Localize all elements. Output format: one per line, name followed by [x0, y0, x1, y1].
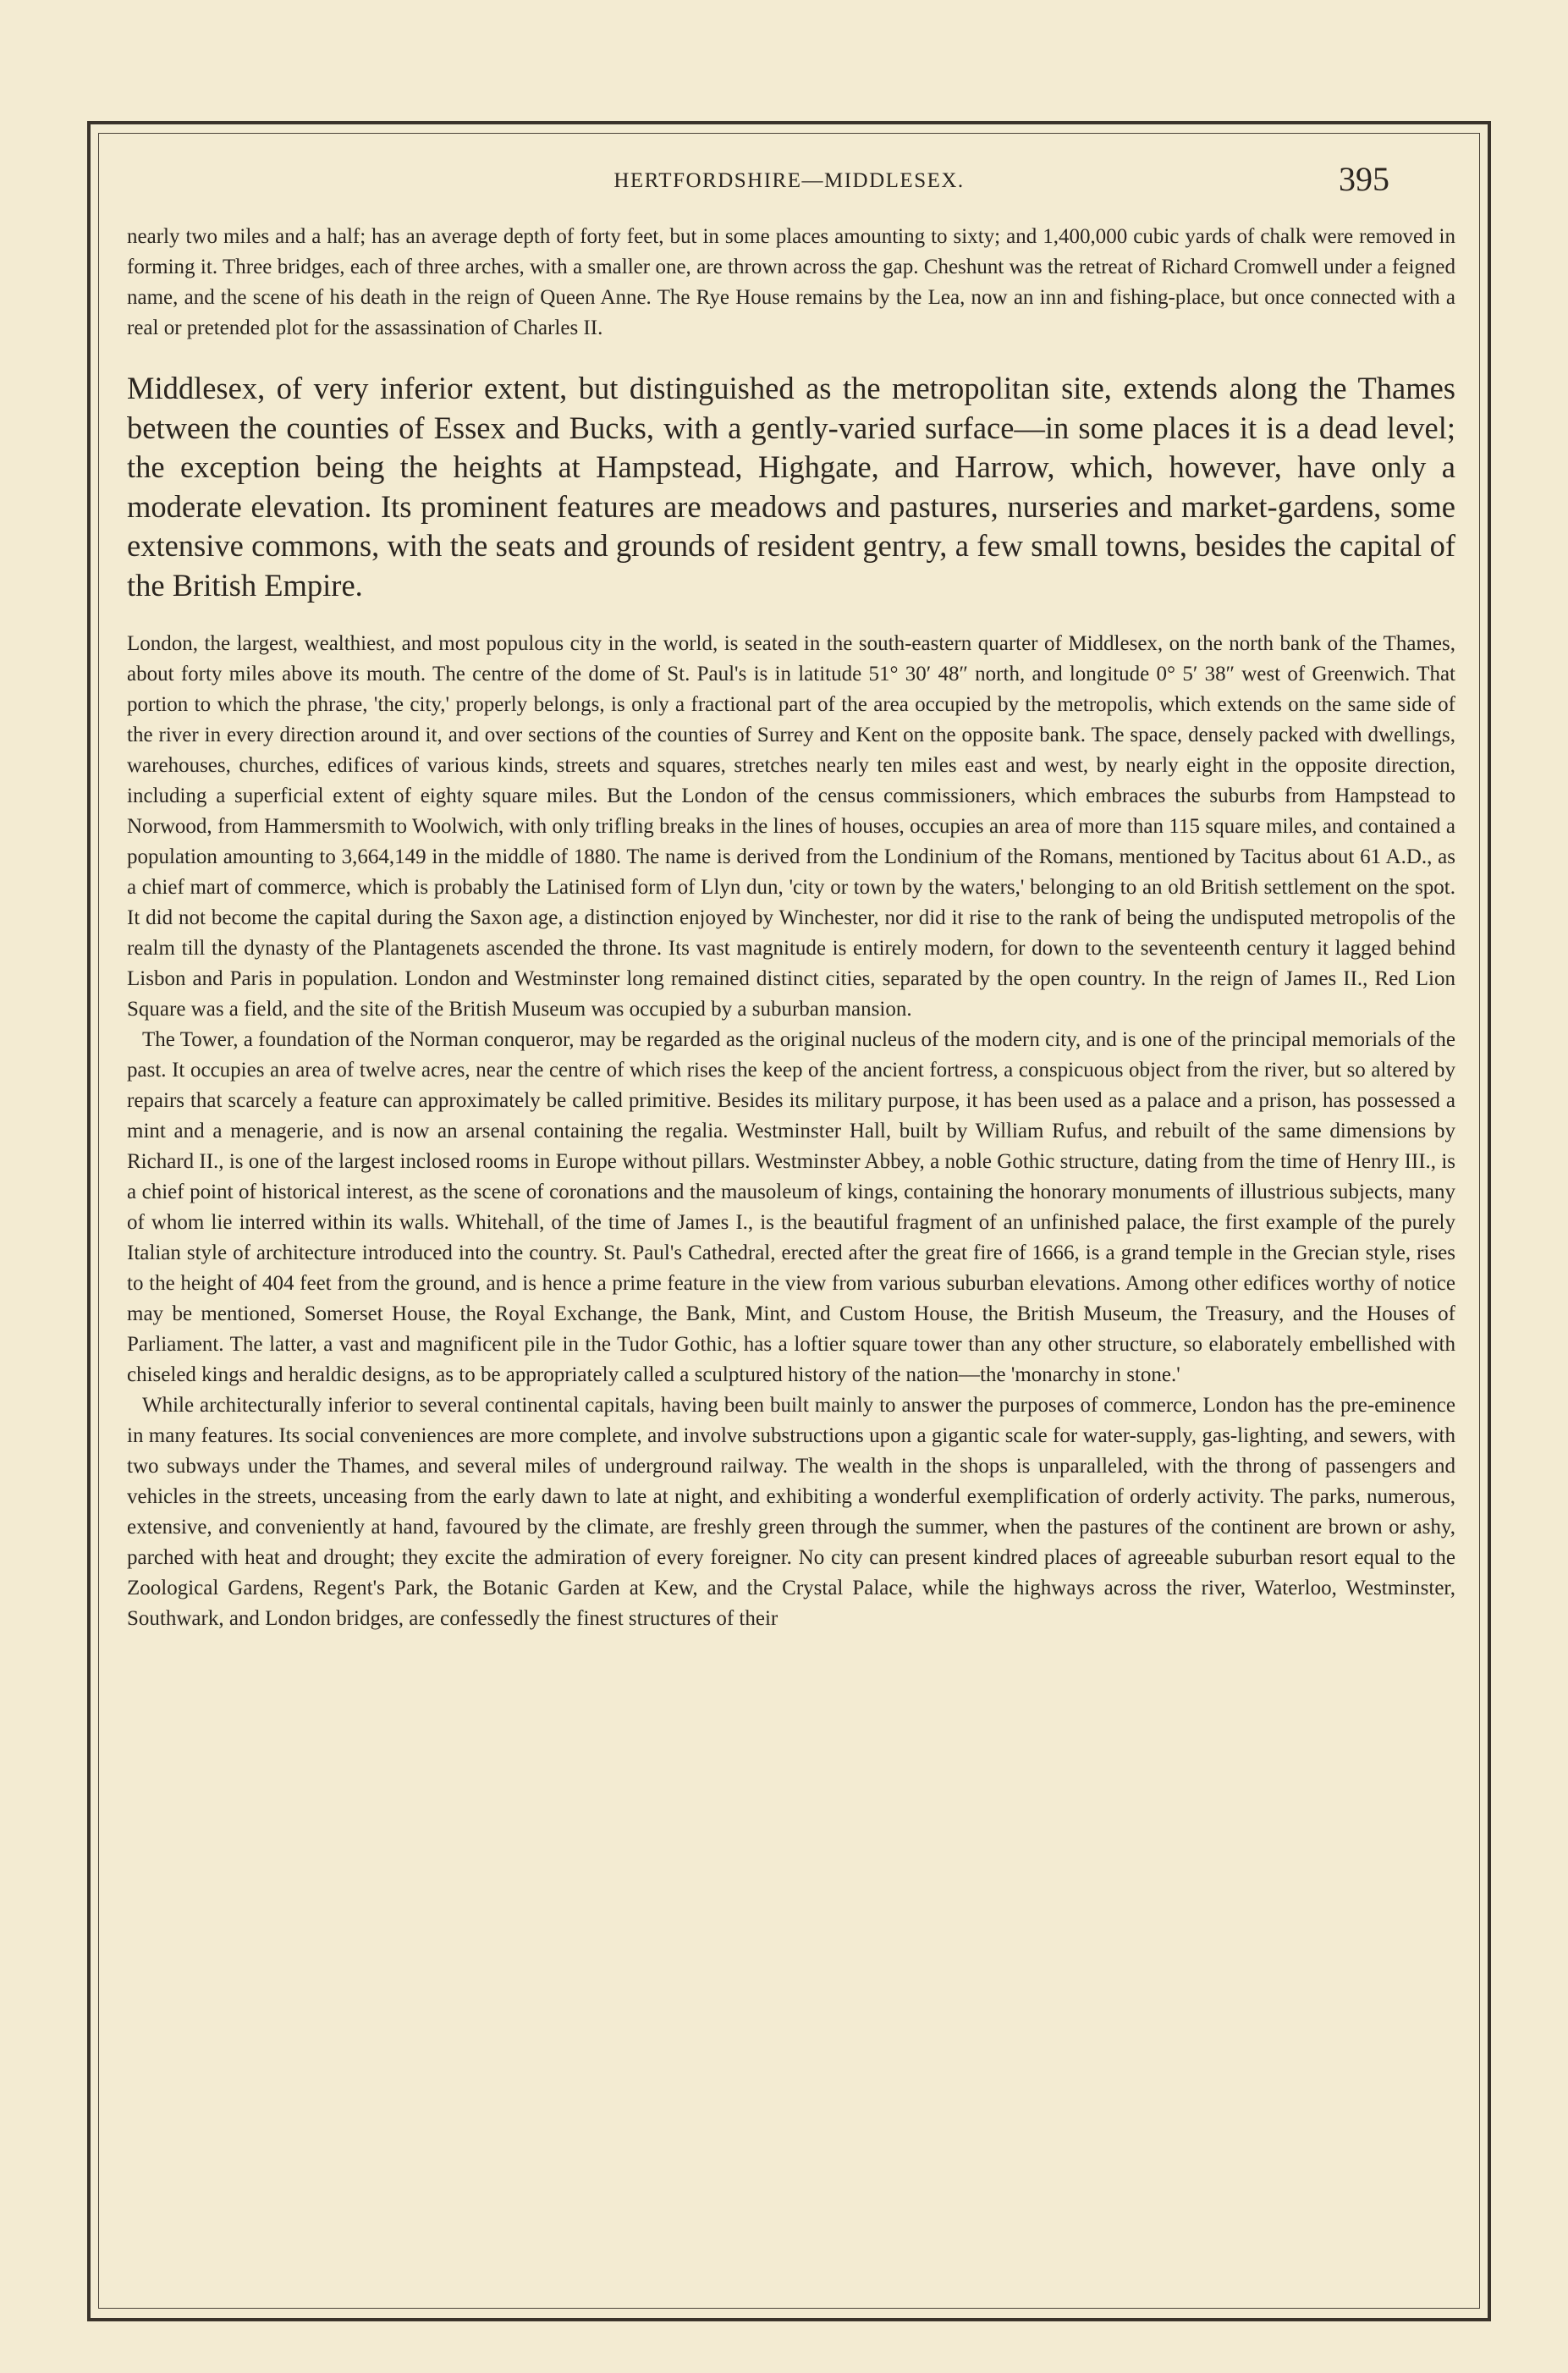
paragraph-london: London, the largest, wealthiest, and most populous city in the world, is seated in the south-eastern quarter of Middlesex, on the north bank of the Thames, about forty miles above its mouth. The centre of the dome of St. Paul's is in latitude 51° 30′ 48″ north, and longitude 0° 5′ 38″ west of Greenwich. That portion to which the phrase, 'the city,' properly belongs, is only a fractional part of the area occupied by the metropolis, which extends on the same side of the river in every direction around it, and over sections of the counties of Surrey and Kent on the opposite bank. The space, densely packed with dwellings, warehouses, churches, edifices of various kinds, streets and squares, stretches nearly ten miles east and west, by nearly eight in the opposite direction, including a superficial extent of eighty square miles. But the London of the census commissioners, which embraces the suburbs from Hampstead to Norwood, from Hammersmith to Woolwich, with only trifling breaks in the lines of houses, occupies an area of more than 115 square miles, and contained a population amounting to 3,664,149 in the middle of 1880. The name is derived from the Londinium of the Romans, mentioned by Tacitus about 61 A.D., as a chief mart of commerce, which is probably the Latinised form of Llyn dun, 'city or town by the waters,' belonging to an old British settlement on the spot. It did not become the capital during the Saxon age, a distinction enjoyed by Winchester, nor did it rise to the rank of being the undisputed metropolis of the realm till the dynasty of the Plantagenets ascended the throne. Its vast magnitude is entirely modern, for down to the seventeenth century it lagged behind Lisbon and Paris in population. London and Westminster long remained distinct cities, separated by the open country. In the reign of James II., Red Lion Square was a field, and the site of the British Museum was occupied by a suburban mansion.	[127, 632, 1455, 1021]
paragraph-middlesex-intro: Middlesex, of very inferior extent, but distinguished as the metropolitan site, extends along the Thames between the counties of Essex and Bucks, with a gently-varied surface—in some places it is a dead level; the exception being the heights at Hampstead, Highgate, and Harrow, which, however, have only a moderate elevation. Its prominent features are meadows and pastures, nurseries and market-gardens, some extensive commons, with the seats and grounds of resident gentry, a few small towns, besides the capital of the British Empire.	[127, 371, 1455, 603]
paragraph-architecture: While architecturally inferior to several continental capitals, having been built mainly to answer the purposes of commerce, London has the pre-eminence in many features. Its social conveniences are more complete, and involve substructions upon a gigantic scale for water-supply, gas-lighting, and sewers, with two subways under the Thames, and several miles of underground railway. The wealth in the shops is unparalleled, with the throng of passengers and vehicles in the streets, unceasing from the early dawn to late at night, and exhibiting a wonderful exemplification of orderly activity. The parks, numerous, extensive, and conveniently at hand, favoured by the climate, are freshly green through the summer, when the pastures of the continent are brown or ashy, parched with heat and drought; they excite the admiration of every foreigner. No city can present kindred places of agreeable suburban resort equal to the Zoological Gardens, Regent's Park, the Botanic Garden at Kew, and the Crystal Palace, while the highways across the river, Waterloo, Westminster, Southwark, and London bridges, are confessedly the finest structures of their	[127, 1394, 1455, 1630]
running-title: HERTFORDSHIRE—MIDDLESEX.	[613, 169, 965, 192]
page-number: 395	[1339, 160, 1389, 198]
page-content	[127, 222, 1455, 1634]
paragraph-hertfordshire-continued: nearly two miles and a half; has an average depth of forty feet, but in some places amounting to sixty; and 1,400,000 cubic yards of chalk were removed in forming it. Three bridges, each of three arches, with a smaller one, are thrown across the gap. Cheshunt was the retreat of Richard Cromwell under a feigned name, and the scene of his death in the reign of Queen Anne. The Rye House remains by the Lea, now an inn and fishing-place, but once connected with a real or pretended plot for the assassination of Charles II.	[127, 225, 1455, 339]
paragraph-tower: The Tower, a foundation of the Norman conqueror, may be regarded as the original nucleus of the modern city, and is one of the principal memorials of the past. It occupies an area of twelve acres, near the centre of which rises the keep of the ancient fortress, a conspicuous object from the river, but so altered by repairs that scarcely a feature can approximately be called primitive. Besides its military purpose, it has been used as a palace and a prison, has possessed a mint and a menagerie, and is now an arsenal containing the regalia. Westminster Hall, built by William Rufus, and rebuilt of the same dimensions by Richard II., is one of the largest inclosed rooms in Europe without pillars. Westminster Abbey, a noble Gothic structure, dating from the time of Henry III., is a chief point of historical interest, as the scene of coronations and the mausoleum of kings, containing the honorary monuments of illustrious subjects, many of whom lie interred within its walls. Whitehall, of the time of James I., is the beautiful fragment of an unfinished palace, the first example of the purely Italian style of architecture introduced into the country. St. Paul's Cathedral, erected after the great fire of 1666, is a grand temple in the Grecian style, rises to the height of 404 feet from the ground, and is hence a prime feature in the view from various suburban elevations. Among other edifices worthy of notice may be mentioned, Somerset House, the Royal Exchange, the Bank, Mint, and Custom House, the British Museum, the Treasury, and the Houses of Parliament. The latter, a vast and magnificent pile in the Tudor Gothic, has a loftier square tower than any other structure, so elaborately embellished with chiseled kings and heraldic designs, as to be appropriately called a sculptured history of the nation—the 'monarchy in stone.'	[127, 1028, 1455, 1386]
